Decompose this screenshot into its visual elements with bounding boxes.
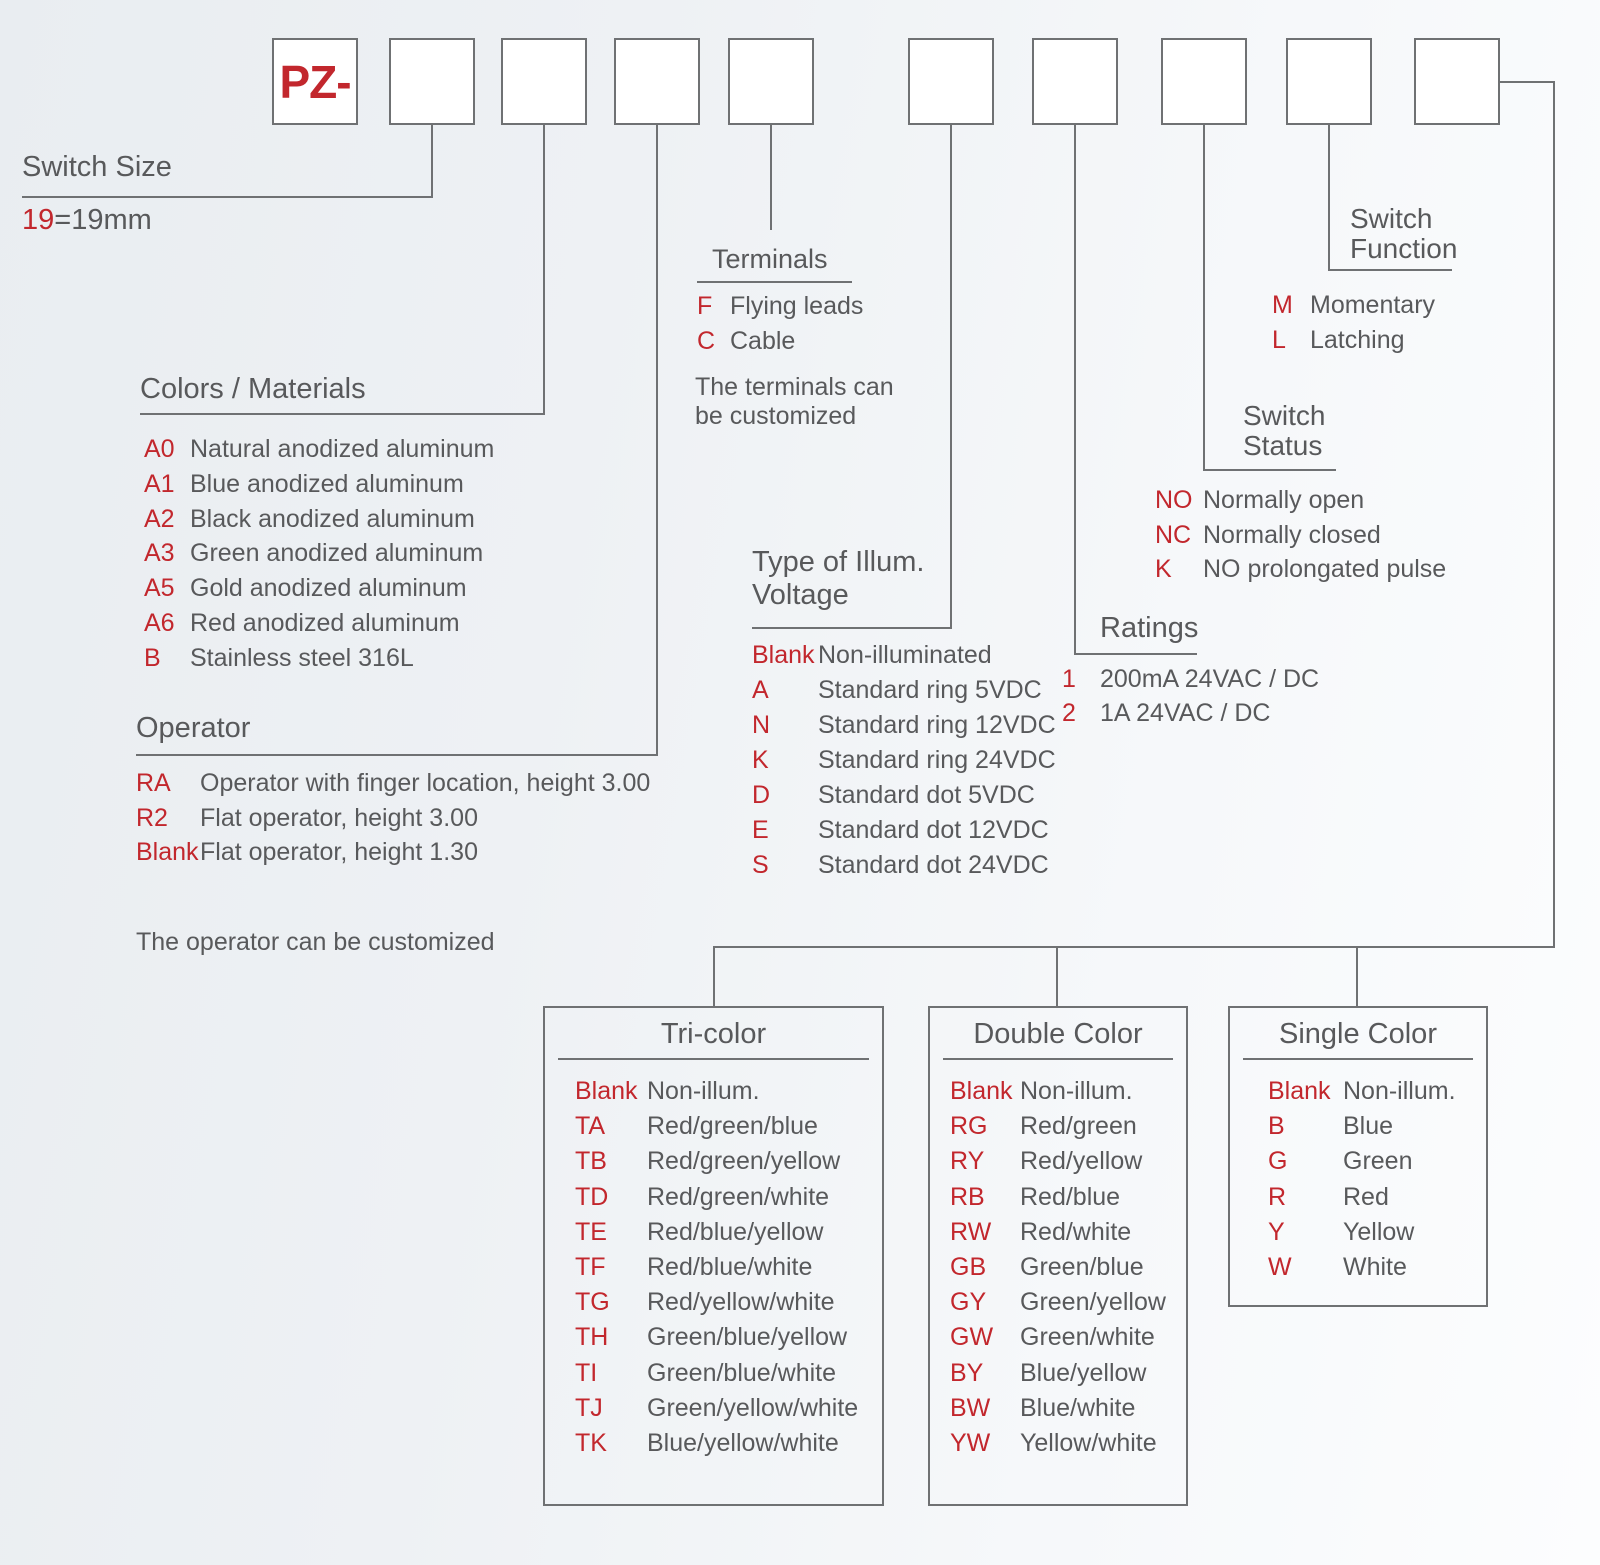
item-code: M xyxy=(1272,291,1293,319)
switch-size-title: Switch Size xyxy=(22,151,172,183)
item-code: K xyxy=(752,746,769,774)
item-code: RB xyxy=(950,1182,985,1211)
item-code: TG xyxy=(575,1288,610,1317)
code-placeholder-box-illum-color xyxy=(1414,38,1500,125)
code-placeholder-box-switch-status xyxy=(1161,38,1247,125)
terminals-underline xyxy=(697,281,852,283)
item-description: Yellow xyxy=(1343,1217,1415,1246)
item-code: TB xyxy=(575,1147,607,1176)
single-color-box xyxy=(1228,1006,1488,1307)
item-description: Flying leads xyxy=(730,292,864,320)
switch-status-title xyxy=(1243,401,1325,461)
item-description: Non-illum. xyxy=(1020,1077,1133,1105)
connector-line xyxy=(950,123,952,628)
switch-status-underline xyxy=(1203,469,1336,471)
connector-line xyxy=(1074,123,1076,654)
list-item xyxy=(752,743,1056,778)
item-description: Standard ring 5VDC xyxy=(818,676,1042,704)
connector-line xyxy=(1500,81,1555,83)
list-item xyxy=(1155,483,1446,518)
item-code: G xyxy=(1268,1147,1288,1176)
title-underline xyxy=(558,1058,869,1060)
item-code: NC xyxy=(1155,520,1192,549)
item-description: Black anodized aluminum xyxy=(190,504,475,533)
item-code: 2 xyxy=(1062,699,1076,727)
item-code: K xyxy=(1155,555,1172,584)
code-placeholder-box-ratings xyxy=(1032,38,1118,125)
list-item xyxy=(144,606,494,641)
item-description: Standard ring 24VDC xyxy=(818,746,1056,774)
item-code: L xyxy=(1272,326,1286,354)
item-code: RW xyxy=(950,1217,992,1246)
list-item xyxy=(1268,1144,1456,1179)
item-description: Standard ring 12VDC xyxy=(818,711,1056,739)
list-item xyxy=(575,1180,858,1215)
prefix-label: PZ- xyxy=(279,55,351,108)
title-underline xyxy=(1243,1058,1473,1060)
item-description: Blue/white xyxy=(1020,1393,1136,1422)
list-item xyxy=(575,1074,858,1109)
operator-underline xyxy=(136,754,658,756)
list-item xyxy=(950,1250,1166,1285)
ratings-underline xyxy=(1074,653,1197,655)
list-item xyxy=(752,708,1056,743)
list-item xyxy=(144,641,494,676)
item-code: BY xyxy=(950,1358,984,1387)
list-item xyxy=(752,778,1056,813)
list-item xyxy=(697,289,863,324)
switch-size-code: 19 xyxy=(22,204,55,236)
item-code: Y xyxy=(1268,1217,1285,1246)
list-item xyxy=(575,1109,858,1144)
switch-function-underline xyxy=(1328,269,1452,271)
switch-size-value xyxy=(22,204,152,237)
item-code: A1 xyxy=(144,469,175,498)
code-placeholder-box-illumination xyxy=(908,38,994,125)
code-placeholder-box-size xyxy=(389,38,475,125)
list-item xyxy=(575,1250,858,1285)
list-item xyxy=(144,536,494,571)
list-item xyxy=(575,1356,858,1391)
connector-line xyxy=(1328,123,1330,270)
item-description: Cable xyxy=(730,327,796,355)
item-code: Blank xyxy=(1268,1077,1331,1105)
colors-materials-underline xyxy=(140,413,545,415)
list-item xyxy=(950,1426,1166,1461)
switch-status-title-line2: Status xyxy=(1243,430,1323,461)
list-item xyxy=(575,1391,858,1426)
switch-function-list xyxy=(1272,288,1435,358)
item-description: Red xyxy=(1343,1182,1389,1211)
item-code: R2 xyxy=(136,803,168,832)
list-item xyxy=(752,673,1056,708)
item-code: A0 xyxy=(144,435,175,463)
single-color-title: Single Color xyxy=(1279,1018,1437,1050)
connector-line xyxy=(431,123,433,198)
item-description: Red/green xyxy=(1020,1112,1137,1141)
illumination-title xyxy=(752,546,924,612)
item-description: 200mA 24VAC / DC xyxy=(1100,665,1320,693)
item-description: Green/blue xyxy=(1020,1253,1144,1282)
list-item xyxy=(752,813,1056,848)
item-description: Red/green/yellow xyxy=(647,1147,841,1176)
item-code: N xyxy=(752,711,771,739)
switch-size-underline xyxy=(22,196,433,198)
item-description: Red/green/white xyxy=(647,1182,830,1211)
item-description: Standard dot 12VDC xyxy=(818,816,1049,844)
item-code: A3 xyxy=(144,539,175,568)
item-code: Blank xyxy=(575,1077,638,1105)
item-description: Normally open xyxy=(1203,486,1365,514)
list-item xyxy=(1155,518,1446,553)
list-item xyxy=(950,1320,1166,1355)
list-item xyxy=(1268,1250,1456,1285)
item-description: Red/green/blue xyxy=(647,1112,818,1141)
list-item xyxy=(136,801,650,836)
item-description: Natural anodized aluminum xyxy=(190,435,495,463)
item-description: Red/white xyxy=(1020,1217,1132,1246)
list-item xyxy=(575,1285,858,1320)
item-description: Green/white xyxy=(1020,1323,1155,1352)
item-code: R xyxy=(1268,1182,1287,1211)
item-code: GY xyxy=(950,1288,987,1317)
list-item xyxy=(950,1285,1166,1320)
switch-size-suffix: =19mm xyxy=(54,204,152,236)
item-code: Blank xyxy=(752,641,815,669)
item-code: B xyxy=(1268,1112,1285,1141)
item-description: Latching xyxy=(1310,326,1405,354)
list-item xyxy=(697,324,863,359)
connector-line xyxy=(714,946,1555,948)
connector-line xyxy=(770,123,772,230)
list-item xyxy=(575,1215,858,1250)
item-description: Green xyxy=(1343,1147,1413,1176)
illumination-underline xyxy=(752,627,952,629)
code-placeholder-box-color-material xyxy=(501,38,587,125)
item-code: S xyxy=(752,851,769,879)
item-description: Stainless steel 316L xyxy=(190,643,414,672)
connector-line xyxy=(1356,946,1358,1006)
item-description: Non-illuminated xyxy=(818,641,992,669)
list-item xyxy=(950,1180,1166,1215)
item-code: Blank xyxy=(136,838,199,867)
switch-function-title-line1: Switch xyxy=(1350,203,1433,234)
item-description: White xyxy=(1343,1253,1407,1282)
operator-note: The operator can be customized xyxy=(136,928,495,956)
list-item xyxy=(950,1109,1166,1144)
double-color-title: Double Color xyxy=(973,1018,1143,1050)
connector-line xyxy=(543,123,545,414)
item-description: Red anodized aluminum xyxy=(190,608,460,637)
connector-line xyxy=(713,946,715,1006)
item-description: Red/blue/white xyxy=(647,1253,813,1282)
colors-materials-list xyxy=(144,432,494,676)
item-description: Red/blue/yellow xyxy=(647,1217,824,1246)
item-description: Green anodized aluminum xyxy=(190,539,484,568)
connector-line xyxy=(1553,81,1555,948)
item-code: GW xyxy=(950,1323,994,1352)
item-code: TH xyxy=(575,1323,609,1352)
item-description: Normally closed xyxy=(1203,520,1381,549)
list-item xyxy=(144,571,494,606)
item-code: Blank xyxy=(950,1077,1013,1105)
ratings-title: Ratings xyxy=(1100,612,1199,644)
list-item xyxy=(136,766,650,801)
item-code: TJ xyxy=(575,1393,603,1422)
item-code: TI xyxy=(575,1358,598,1387)
tri-color-title: Tri-color xyxy=(660,1018,767,1050)
switch-status-title-line1: Switch xyxy=(1243,400,1326,431)
code-placeholder-box-switch-function xyxy=(1286,38,1372,125)
list-item xyxy=(136,835,650,870)
item-description: Operator with finger location, height 3.00 xyxy=(200,769,651,797)
item-description: Green/yellow/white xyxy=(647,1393,859,1422)
item-description: Gold anodized aluminum xyxy=(190,574,467,603)
item-description: NO prolongated pulse xyxy=(1203,555,1447,584)
illumination-title-line1: Type of Illum. xyxy=(752,546,925,578)
item-description: Green/blue/yellow xyxy=(647,1323,848,1352)
item-code: A xyxy=(752,676,769,704)
item-description: Blue anodized aluminum xyxy=(190,469,464,498)
connector-line xyxy=(1203,123,1205,470)
list-item xyxy=(950,1215,1166,1250)
operator-list xyxy=(136,766,650,870)
list-item xyxy=(1268,1074,1456,1109)
code-placeholder-box-terminals xyxy=(728,38,814,125)
item-code: F xyxy=(697,292,713,320)
list-item xyxy=(1155,552,1446,587)
item-code: RG xyxy=(950,1112,988,1141)
list-item xyxy=(1268,1109,1456,1144)
item-description: Standard dot 5VDC xyxy=(818,781,1035,809)
list-item xyxy=(1272,288,1435,323)
list-item xyxy=(1062,696,1319,730)
switch-status-list xyxy=(1155,483,1446,587)
item-description: Momentary xyxy=(1310,291,1436,319)
switch-function-title xyxy=(1350,204,1457,264)
title-underline xyxy=(943,1058,1173,1060)
double-color-list xyxy=(950,1074,1166,1461)
item-code: B xyxy=(144,643,161,672)
ratings-list xyxy=(1062,662,1319,730)
list-item xyxy=(950,1391,1166,1426)
item-description: Green/blue/white xyxy=(647,1358,837,1387)
list-item xyxy=(575,1144,858,1179)
item-code: GB xyxy=(950,1253,987,1282)
item-code: C xyxy=(697,327,716,355)
item-code: A5 xyxy=(144,574,175,603)
list-item xyxy=(144,467,494,502)
list-item xyxy=(144,432,494,467)
terminals-list xyxy=(697,289,863,359)
item-code: YW xyxy=(950,1429,991,1458)
item-code: RA xyxy=(136,769,171,797)
item-code: W xyxy=(1268,1253,1292,1282)
code-placeholder-box-operator xyxy=(614,38,700,125)
item-code: 1 xyxy=(1062,665,1076,693)
item-description: Green/yellow xyxy=(1020,1288,1166,1317)
item-description: Red/yellow/white xyxy=(647,1288,835,1317)
connector-line xyxy=(656,123,658,755)
list-item xyxy=(144,502,494,537)
terminals-title: Terminals xyxy=(712,244,828,274)
item-code: BW xyxy=(950,1393,991,1422)
illumination-title-line2: Voltage xyxy=(752,579,849,611)
item-description: Standard dot 24VDC xyxy=(818,851,1049,879)
item-description: Blue/yellow xyxy=(1020,1358,1147,1387)
switch-function-title-line2: Function xyxy=(1350,233,1458,264)
list-item xyxy=(752,848,1056,883)
list-item xyxy=(1272,323,1435,358)
list-item xyxy=(575,1320,858,1355)
list-item xyxy=(1268,1215,1456,1250)
list-item xyxy=(950,1074,1166,1109)
item-code: TD xyxy=(575,1182,609,1211)
item-description: 1A 24VAC / DC xyxy=(1100,699,1271,727)
item-code: RY xyxy=(950,1147,985,1176)
list-item xyxy=(1062,662,1319,696)
item-code: TE xyxy=(575,1217,607,1246)
item-code: E xyxy=(752,816,769,844)
list-item xyxy=(950,1356,1166,1391)
terminals-note: The terminals can be customized xyxy=(695,373,894,430)
item-description: Blue/yellow/white xyxy=(647,1429,839,1458)
item-code: D xyxy=(752,781,771,809)
item-description: Flat operator, height 3.00 xyxy=(200,803,478,832)
item-code: TK xyxy=(575,1429,607,1458)
illumination-list xyxy=(752,638,1056,883)
tri-color-box xyxy=(543,1006,884,1506)
item-description: Non-illum. xyxy=(647,1077,760,1105)
item-description: Red/yellow xyxy=(1020,1147,1143,1176)
item-description: Non-illum. xyxy=(1343,1077,1456,1105)
item-code: A6 xyxy=(144,608,175,637)
single-color-list xyxy=(1268,1074,1456,1285)
item-code: TA xyxy=(575,1112,606,1141)
item-description: Red/blue xyxy=(1020,1182,1121,1211)
list-item xyxy=(752,638,1056,673)
connector-line xyxy=(1056,946,1058,1006)
colors-materials-title: Colors / Materials xyxy=(140,373,366,405)
list-item xyxy=(575,1426,858,1461)
item-code: A2 xyxy=(144,504,175,533)
list-item xyxy=(950,1144,1166,1179)
item-code: NO xyxy=(1155,486,1193,514)
list-item xyxy=(1268,1180,1456,1215)
item-code: TF xyxy=(575,1253,606,1282)
item-description: Yellow/white xyxy=(1020,1429,1157,1458)
prefix-box xyxy=(272,38,358,125)
double-color-box xyxy=(928,1006,1188,1506)
item-description: Flat operator, height 1.30 xyxy=(200,838,478,867)
tri-color-list xyxy=(575,1074,858,1461)
item-description: Blue xyxy=(1343,1112,1394,1141)
operator-title: Operator xyxy=(136,712,251,744)
